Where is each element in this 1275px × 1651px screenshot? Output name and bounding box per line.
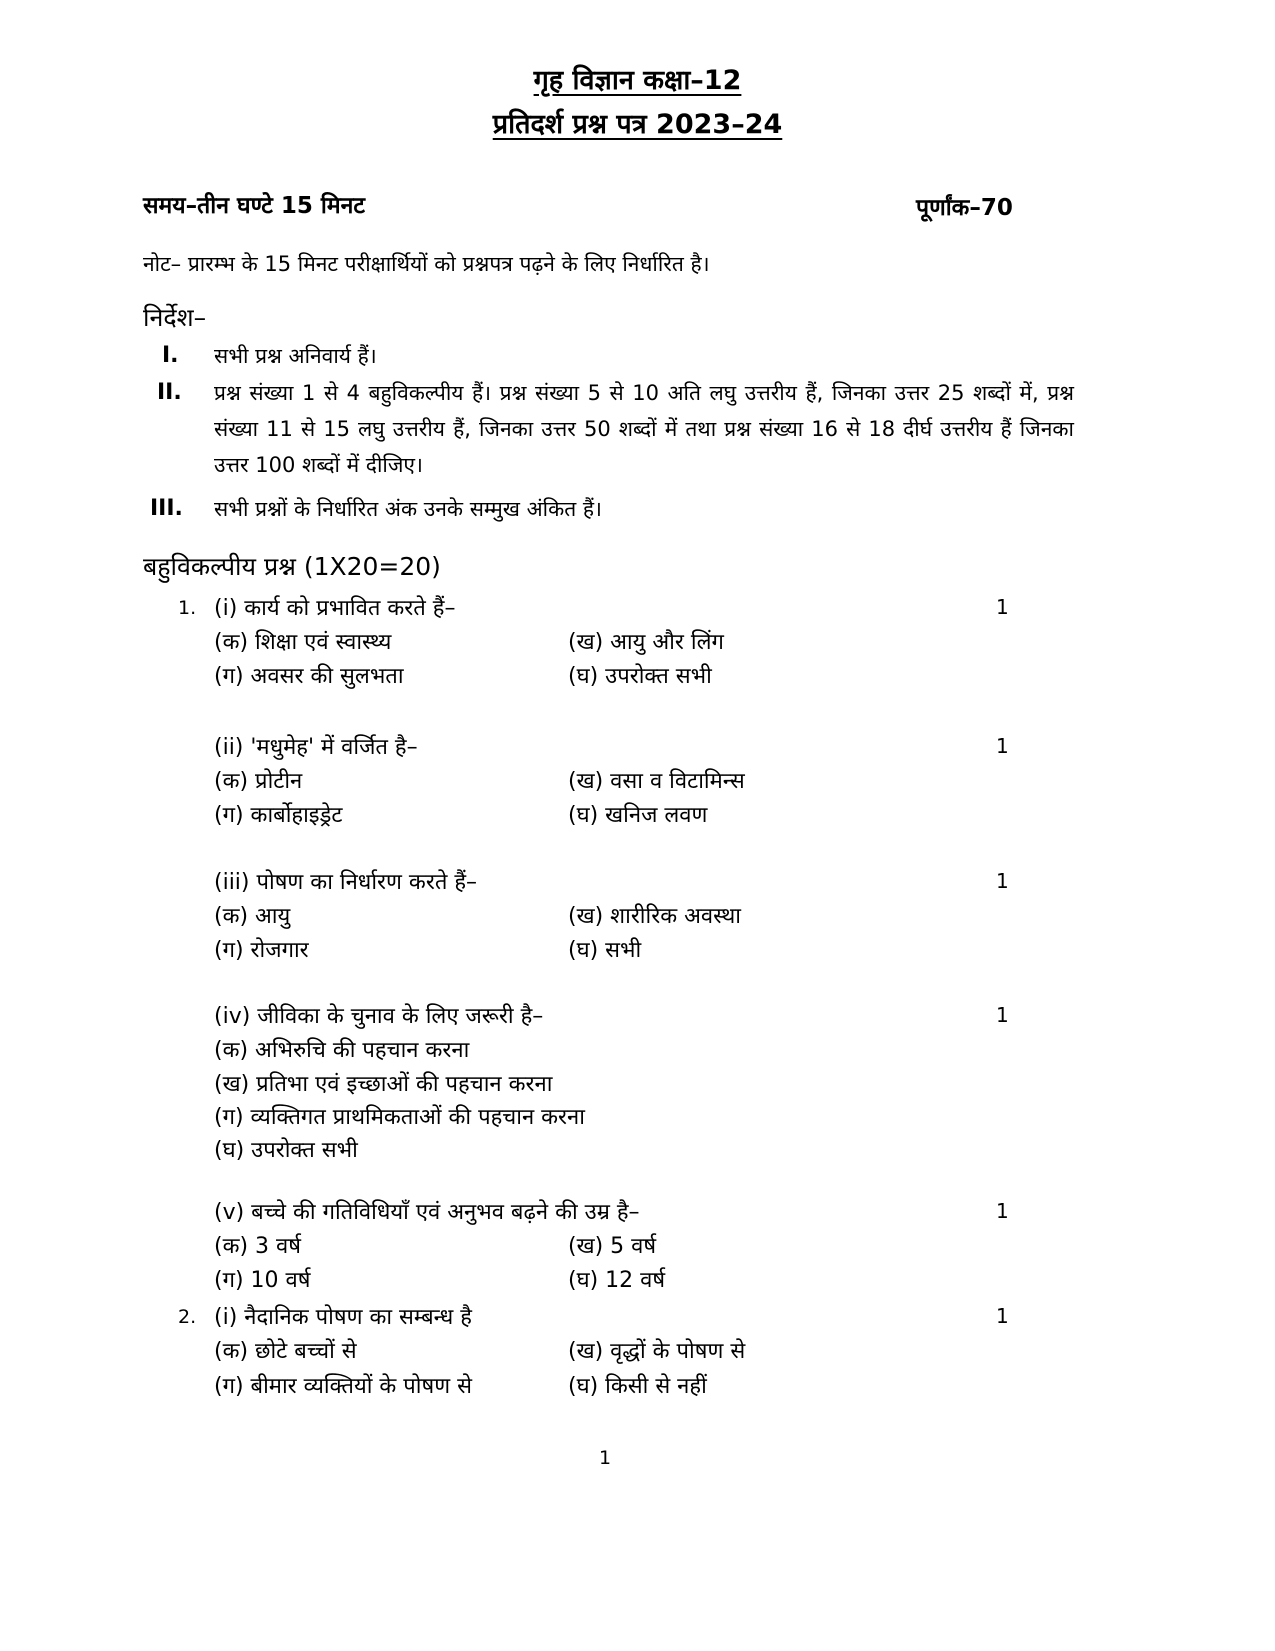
option-d: (घ) किसी से नहीं (568, 1374, 707, 1399)
option-b: (ख) वसा व विटामिन्स (568, 769, 745, 794)
option-b: (ख) प्रतिभा एवं इच्छाओं की पहचान करना (214, 1072, 553, 1097)
question-mark: 1 (996, 869, 1009, 893)
question-mark: 1 (996, 734, 1009, 758)
section-title: बहुविकल्पीय प्रश्न (1X20=20) (143, 552, 441, 581)
option-d: (घ) खनिज लवण (568, 803, 708, 828)
option-d: (घ) उपरोक्त सभी (214, 1138, 358, 1163)
option-a: (क) छोटे बच्चों से (214, 1339, 357, 1364)
option-d: (घ) सभी (568, 938, 642, 963)
question-mark: 1 (996, 1003, 1009, 1027)
max-marks-label: पूर्णांक–70 (916, 195, 1013, 221)
option-c: (ग) बीमार व्यक्तियों के पोषण से (214, 1374, 472, 1399)
question-text: (iv) जीविका के चुनाव के लिए जरूरी है– (214, 1004, 544, 1029)
option-c: (ग) रोजगार (214, 938, 309, 963)
question-text: (ii) 'मधुमेह' में वर्जित है– (214, 735, 418, 760)
option-a: (क) शिक्षा एवं स्वास्थ्य (214, 630, 392, 655)
paper-title: गृह विज्ञान कक्षा–12 (533, 65, 742, 96)
time-label: समय–तीन घण्टे 15 मिनट (143, 193, 365, 219)
option-b: (ख) शारीरिक अवस्था (568, 904, 742, 929)
option-d: (घ) उपरोक्त सभी (568, 664, 712, 689)
instruction-text: सभी प्रश्न अनिवार्य हैं। (214, 344, 377, 368)
note-text: नोट– प्रारम्भ के 15 मिनट परीक्षार्थियों को प्रश्नपत्र पढ़ने के लिए निर्धारित है। (143, 252, 710, 276)
instructions-heading: निर्देश– (143, 303, 207, 332)
instruction-number: III. (150, 496, 183, 521)
option-d: (घ) 12 वर्ष (568, 1268, 666, 1293)
page-number: 1 (598, 1447, 612, 1469)
question-text: (i) कार्य को प्रभावित करते हैं– (214, 596, 456, 621)
question-number: 1. (178, 597, 197, 619)
option-b: (ख) वृद्धों के पोषण से (568, 1339, 746, 1364)
option-c: (ग) व्यक्तिगत प्राथमिकताओं की पहचान करना (214, 1105, 585, 1130)
option-c: (ग) 10 वर्ष (214, 1268, 311, 1293)
paper-subtitle: प्रतिदर्श प्रश्न पत्र 2023–24 (492, 109, 783, 140)
option-a: (क) अभिरुचि की पहचान करना (214, 1038, 470, 1063)
question-mark: 1 (996, 1199, 1009, 1223)
instruction-number: I. (162, 343, 179, 368)
option-b: (ख) 5 वर्ष (568, 1234, 657, 1259)
instruction-number: II. (157, 380, 182, 405)
option-a: (क) आयु (214, 904, 291, 929)
option-a: (क) प्रोटीन (214, 769, 303, 794)
question-text: (i) नैदानिक पोषण का सम्बन्ध है (214, 1305, 472, 1330)
option-c: (ग) अवसर की सुलभता (214, 664, 404, 689)
instruction-text: सभी प्रश्नों के निर्धारित अंक उनके सम्मुख अंकित हैं। (214, 497, 602, 521)
question-text: (iii) पोषण का निर्धारण करते हैं– (214, 870, 478, 895)
option-a: (क) 3 वर्ष (214, 1234, 301, 1259)
question-mark: 1 (996, 595, 1009, 619)
instruction-text: प्रश्न संख्या 1 से 4 बहुविकल्पीय हैं। प्रश्न संख्या 5 से 10 अति लघु उत्तरीय हैं, जिनका उत्तर 25 शब्दों में, प्रश्न संख्या 11 से 15 लघु उत्तरीय हैं, जिनका उत्तर 50 शब्दों में तथा प्रश्न संख्या 16 से 18 दीर्घ उत्तरीय हैं जिनका उत्तर 100 शब्दों में दीजिए। (214, 381, 1074, 477)
option-c: (ग) कार्बोहाइड्रेट (214, 803, 343, 828)
question-mark: 1 (996, 1304, 1009, 1328)
option-b: (ख) आयु और लिंग (568, 630, 724, 655)
question-number: 2. (178, 1306, 197, 1328)
question-text: (v) बच्चे की गतिविधियाँ एवं अनुभव बढ़ने की उम्र है– (214, 1200, 640, 1225)
